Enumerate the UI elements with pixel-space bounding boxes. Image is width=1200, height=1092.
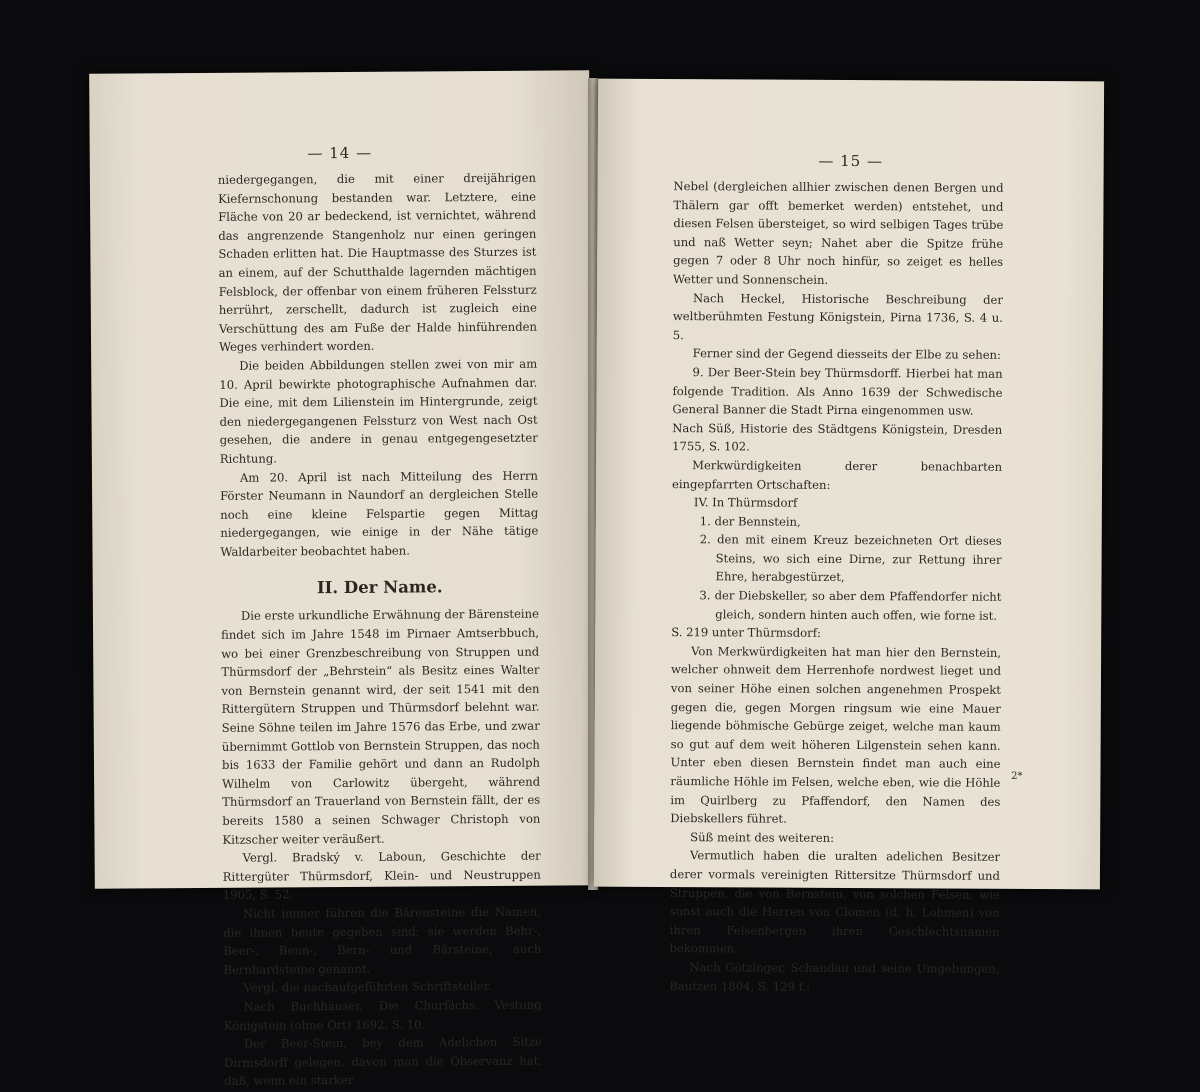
list-item: 2. den mit einem Kreuz bezeichneten Ort dieses Steins, wo sich eine Dirne, zur Rettung ihrer Ehre, herabgestürzet, xyxy=(699,532,1002,585)
paragraph: Merkwürdigkeiten derer benachbarten eingepfarrten Ortschaften: xyxy=(671,458,1003,492)
citation: Nach Heckel, Historische Beschreibung der weltberühmten Festung Königstein, Pirna 1736, S. 4 u. 5. xyxy=(672,290,1004,342)
citation: Vergl. Bradský v. Laboun, Geschichte der Rittergüter Thürmsdorf, Klein- und Neustruppen 1905, S. 52. xyxy=(222,848,541,903)
citation: Nach Götzinger, Schandau und seine Umgebungen, Bautzen 1804, S. 129 f.: xyxy=(669,960,1000,994)
list-item: 1. der Bennstein, xyxy=(699,513,801,529)
page-number: — 15 — xyxy=(818,151,884,171)
paragraph: Süß meint des weiteren: xyxy=(690,829,835,845)
quotation: Nebel (dergleichen allhier zwischen denen Bergen und Thälern gar offt bemerket werden) entstehet, und diesen Felsen übersteiget, so wird selbigen Tages trübe und naß Wetter seyn; Nahet aber die Spitze frühe gegen 7 oder 8 Uhr noch hinfür, so zeiget es helles Wetter und Sonnenschein. xyxy=(673,179,1004,287)
left-page xyxy=(89,70,595,1089)
quotation: Von Merkwürdigkeiten hat man hier den Bernstein, welcher ohnweit dem Herrenhofe nordwest lieget und von seiner Höhe einen solchen angenehmen Prospekt gegen die, gegen Morgen ringsum wie eine Mauer liegende böhmische Gebürge zeiget, welche man kaum so gut auf dem weit höheren Lilgenstein sehen kann. Unter eben diesen Bernstein findet man auch eine räumliche Höhle im Felsen, welche eben, wie die Höhle im Quirlberg zu Pfaffendorf, den Namen des Diebskellers führet. xyxy=(670,644,1002,826)
paragraph: Ferner sind der Gegend diesseits der Elbe zu sehen: xyxy=(692,346,1001,363)
quotation: 9. Der Beer-Stein bey Thürmsdorff. Hierbei hat man folgende Tradition. Als Anno 1639 der Schwedische General Banner die Stadt Pirna eingenommen usw. xyxy=(672,365,1003,418)
quotation: Der Beer-Stein, bey dem Adelichen Sitze Dirmsdorff gelegen, davon man die Observanz hat, daß, wenn ein starker xyxy=(224,1034,543,1089)
left-page-text xyxy=(218,169,542,1091)
citation: S. 219 unter Thürmsdorf: xyxy=(671,625,821,641)
list-item: 3. der Diebskeller, so aber dem Pfaffendorfer nicht gleich, sondern hinten auch offen, wie forne ist. xyxy=(699,588,1002,623)
paragraph: Am 20. April ist nach Mitteilung des Herrn Förster Neumann in Naundorf an dergleichen Stelle noch eine kleine Felspartie gegen Mittag niedergegangen, wie einige in der Nähe tätige Waldarbeiter beobachtet haben. xyxy=(220,468,539,559)
citation: Nach Buchhäuser, Die Churfächs. Vestung Königstein (ohne Ort) 1692, S. 10. xyxy=(223,997,542,1033)
page-number: — 14 — xyxy=(307,143,373,163)
citation: Vergl. die nachaufgeführten Schriftsteller. xyxy=(243,979,493,996)
citation: Nach Süß, Historie des Städtgens Königstein, Dresden 1755, S. 102. xyxy=(672,420,1003,454)
paragraph: Die erste urkundliche Erwähnung der Bärensteine findet sich im Jahre 1548 im Pirnaer Amtserbbuch, wo bei einer Grenzbeschreibung von Struppen und Thürmsdorf der „Behrstein“ als Besitz eines Walter von Bernstein genannt wird, der seit 1541 mit den Rittergütern Struppen und Thürmsdorf belehnt war. Seine Söhne teilen im Jahre 1576 das Erbe, und zwar übernimmt Gottlob von Bernstein Struppen, das noch bis 1633 der Familie gehört und dann an Rudolph Wilhelm von Carlowitz übergeht, während Thürmsdorf an Trauerland von Bernstein fällt, der es bereits 1580 a seinen Schwager Christoph von Kitzscher weiter veräußert. xyxy=(221,607,541,847)
right-page-text xyxy=(669,177,1003,997)
list-heading: IV. In Thürmsdorf xyxy=(693,495,798,510)
paragraph: Nicht immer führen die Bärensteine die Namen, die ihnen heute gegeben sind; sie werden Behr-, Beer-, Benn-, Bern- und Bärsteine, auch Bernhardsteine genannt. xyxy=(223,904,542,977)
paragraph: niedergegangen, die mit einer dreijährigen Kiefernschonung bestanden war. Letztere, eine Fläche von 20 ar bedeckend, ist vernichtet, während das angrenzende Stangenholz nur einen geringen Schaden erlitten hat. Die Hauptmasse des Sturzes ist an einem, auf der Schutthalde lagernden mächtigen Felsblock, der offenbar von einem früheren Felssturz herrührt, zerschellt, dadurch ist zugleich eine Verschüttung des am Fuße der Halde hinführenden Weges verhindert worden. xyxy=(217,170,537,355)
right-page xyxy=(594,79,1104,994)
quotation: Vermutlich haben die uralten adelichen Besitzer derer vormals vereinigten Rittersitze Thürmsdorf und Struppen, die von Bernstein, von solchen Felsen, wie sonst auch die Herren von Clomen (d. h. Lohmen) von ihren Felsenbergen ihren Geschlechtsnamen bekommen. xyxy=(669,848,1001,956)
paragraph: Die beiden Abbildungen stellen zwei von mir am 10. April bewirkte photographische Aufnahmen dar. Die eine, mit dem Lilienstein im Hintergrunde, zeigt den niedergegangenen Felssturz von West nach Ost gesehen, die andere in genau entgegengesetzter Richtung. xyxy=(219,356,538,466)
section-heading: II. Der Name. xyxy=(316,577,443,598)
signature-mark: 2* xyxy=(1011,770,1023,782)
